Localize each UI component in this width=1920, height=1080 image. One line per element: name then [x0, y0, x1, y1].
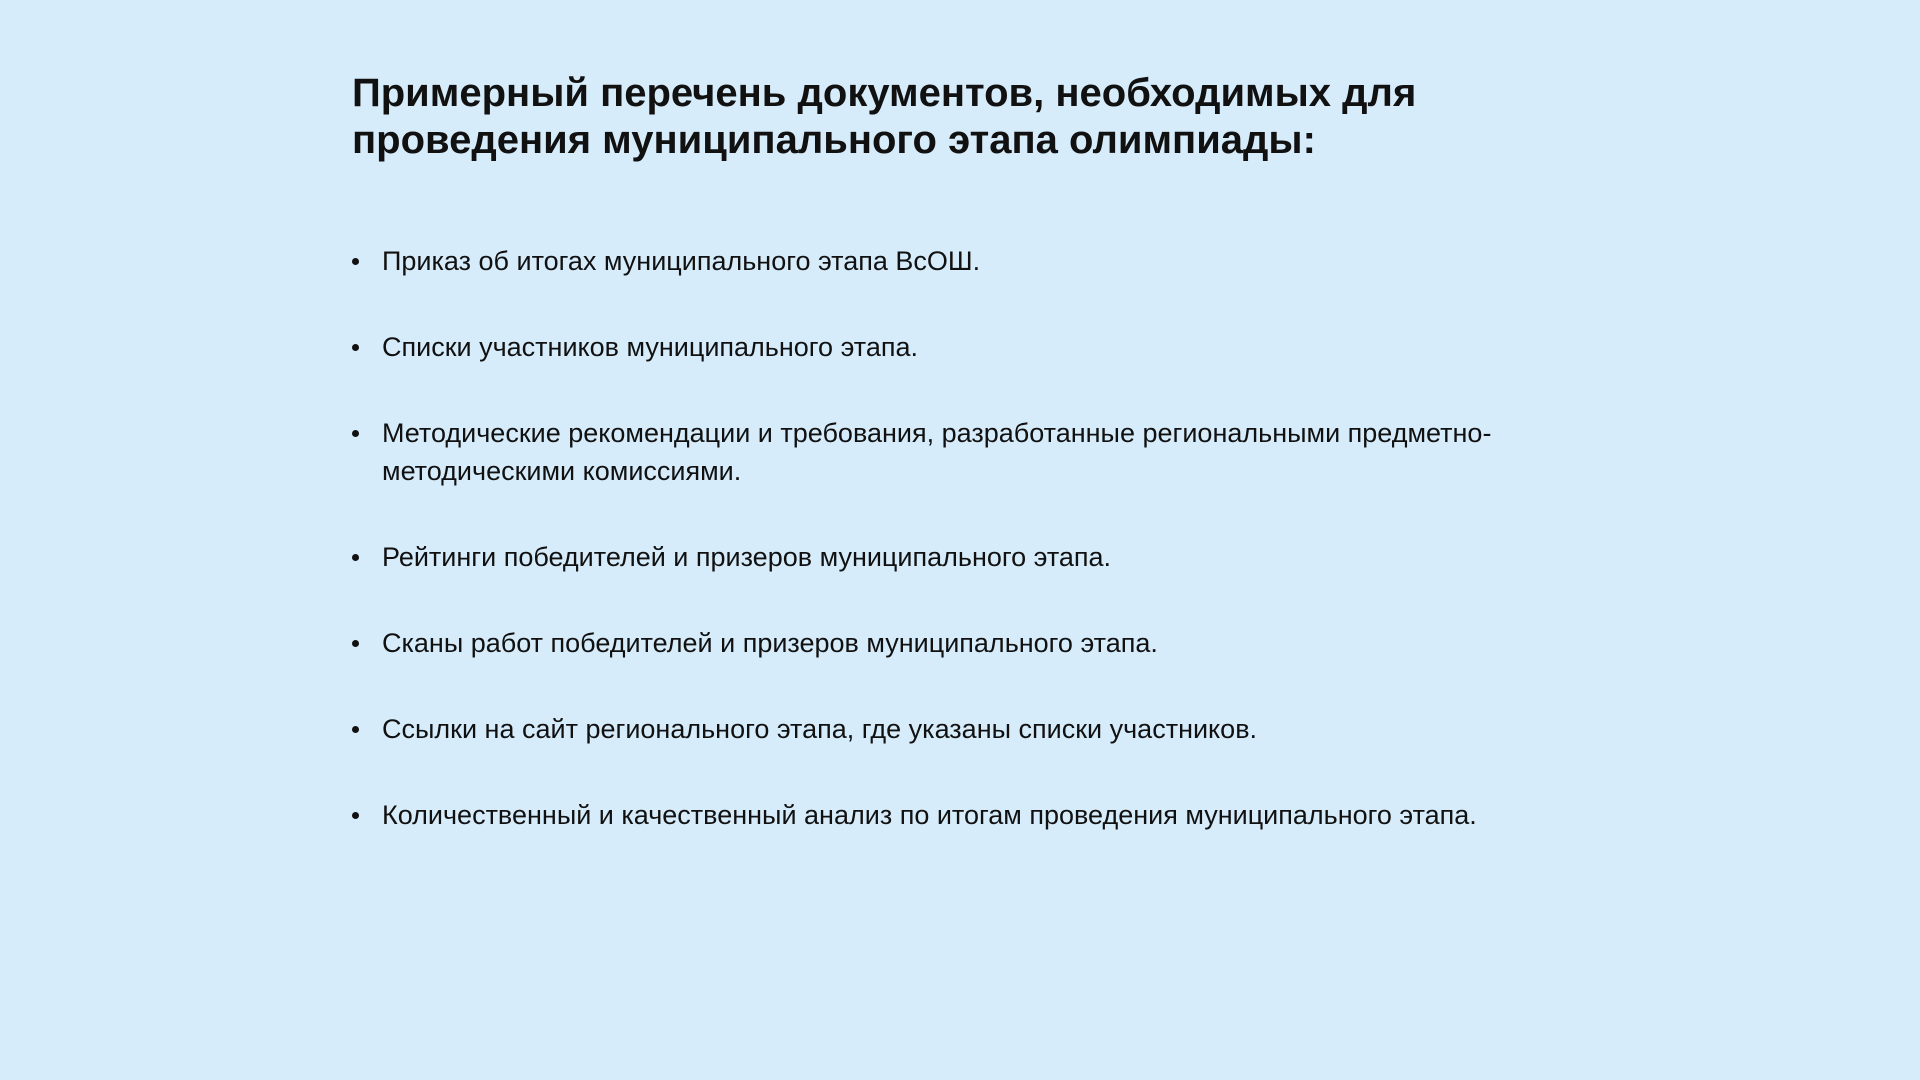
list-item-text: Методические рекомендации и требования, разработанные региональными предметно-методическими комиссиями.: [382, 418, 1492, 486]
list-item-text: Сканы работ победителей и призеров муниципального этапа.: [382, 628, 1158, 658]
bullet-icon: [352, 344, 359, 351]
list-item: [352, 710, 1552, 748]
list-item-text: Рейтинги победителей и призеров муниципального этапа.: [382, 542, 1112, 572]
document-list: [352, 242, 1552, 882]
list-item-text: Количественный и качественный анализ по итогам проведения муниципального этапа.: [382, 800, 1477, 830]
list-item: [352, 538, 1552, 576]
bullet-icon: [352, 554, 359, 561]
bullet-icon: [352, 258, 359, 265]
list-item-text: Ссылки на сайт регионального этапа, где указаны списки участников.: [382, 714, 1258, 744]
list-item: [352, 242, 1552, 280]
bullet-icon: [352, 812, 359, 819]
bullet-icon: [352, 430, 359, 437]
list-item: [352, 796, 1552, 834]
slide-title: Примерный перечень документов, необходимых для проведения муниципального этапа олимпиады:: [352, 71, 1417, 162]
list-item-text: Приказ об итогах муниципального этапа ВсОШ.: [382, 246, 981, 276]
bullet-icon: [352, 726, 359, 733]
bullet-icon: [352, 640, 359, 647]
list-item-text: Списки участников муниципального этапа.: [382, 332, 918, 362]
list-item: [352, 328, 1552, 366]
list-item: [352, 624, 1552, 662]
list-item: [352, 414, 1552, 490]
